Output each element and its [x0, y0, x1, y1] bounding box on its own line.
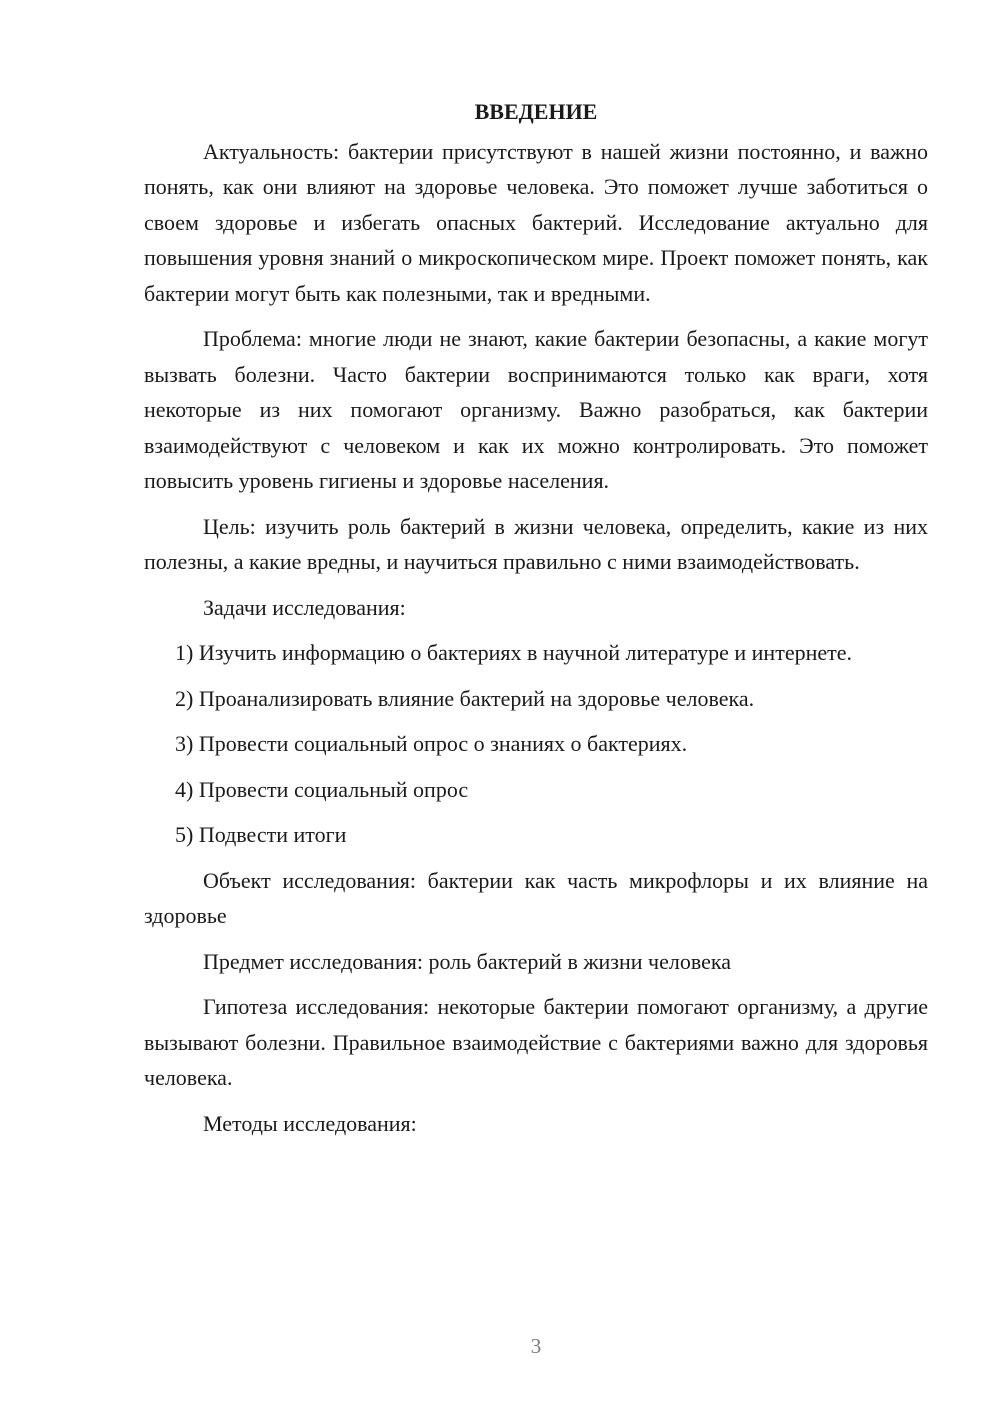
task-item-3: 3) Провести социальный опрос о знаниях о бактериях. [175, 731, 688, 756]
methods-heading: Методы исследования: [203, 1110, 417, 1136]
task-item-1: 1) Изучить информацию о бактериях в научной литературе и интернете. [175, 640, 852, 665]
problem-paragraph: Проблема: многие люди не знают, какие бактерии безопасны, а какие могут вызвать болезни. Часто бактерии воспринимаются только как враги, хотя некоторые из них помогают организму. Важно разобраться, как бактерии взаимодействуют с человеком и как их можно контролировать. Это поможет повысить уровень гигиены и здоровье населения. [144, 326, 928, 493]
page-body [144, 94, 928, 1151]
task-item-2: 2) Проанализировать влияние бактерий на здоровье человека. [175, 685, 755, 711]
object-paragraph: Объект исследования: бактерии как часть микрофлоры и их влияние на здоровье [144, 867, 928, 928]
subject-paragraph: Предмет исследования: роль бактерий в жизни человека [203, 948, 731, 974]
task-item-5: 5) Подвести итоги [175, 822, 347, 847]
relevance-paragraph: Актуальность: бактерии присутствуют в нашей жизни постоянно, и важно понять, как они влияют на здоровье человека. Это поможет лучше заботиться о своем здоровье и избегать опасных бактерий. Исследование актуально для повышения уровня знаний о микроскопическом мире. Проект поможет понять, как бактерии могут быть как полезными, так и вредными. [144, 138, 928, 306]
tasks-heading: Задачи исследования: [203, 594, 406, 620]
goal-paragraph: Цель: изучить роль бактерий в жизни человека, определить, какие из них полезны, а какие вредны, и научиться правильно с ними взаимодействовать. [144, 513, 928, 574]
task-item-4: 4) Провести социальный опрос [175, 776, 469, 802]
page-number: 3 [530, 1334, 542, 1358]
hypothesis-paragraph: Гипотеза исследования: некоторые бактерии помогают организму, а другие вызывают болезни. Правильное взаимодействие с бактериями важно для здоровья человека. [144, 994, 928, 1090]
page-title: ВВЕДЕНИЕ [474, 99, 598, 124]
